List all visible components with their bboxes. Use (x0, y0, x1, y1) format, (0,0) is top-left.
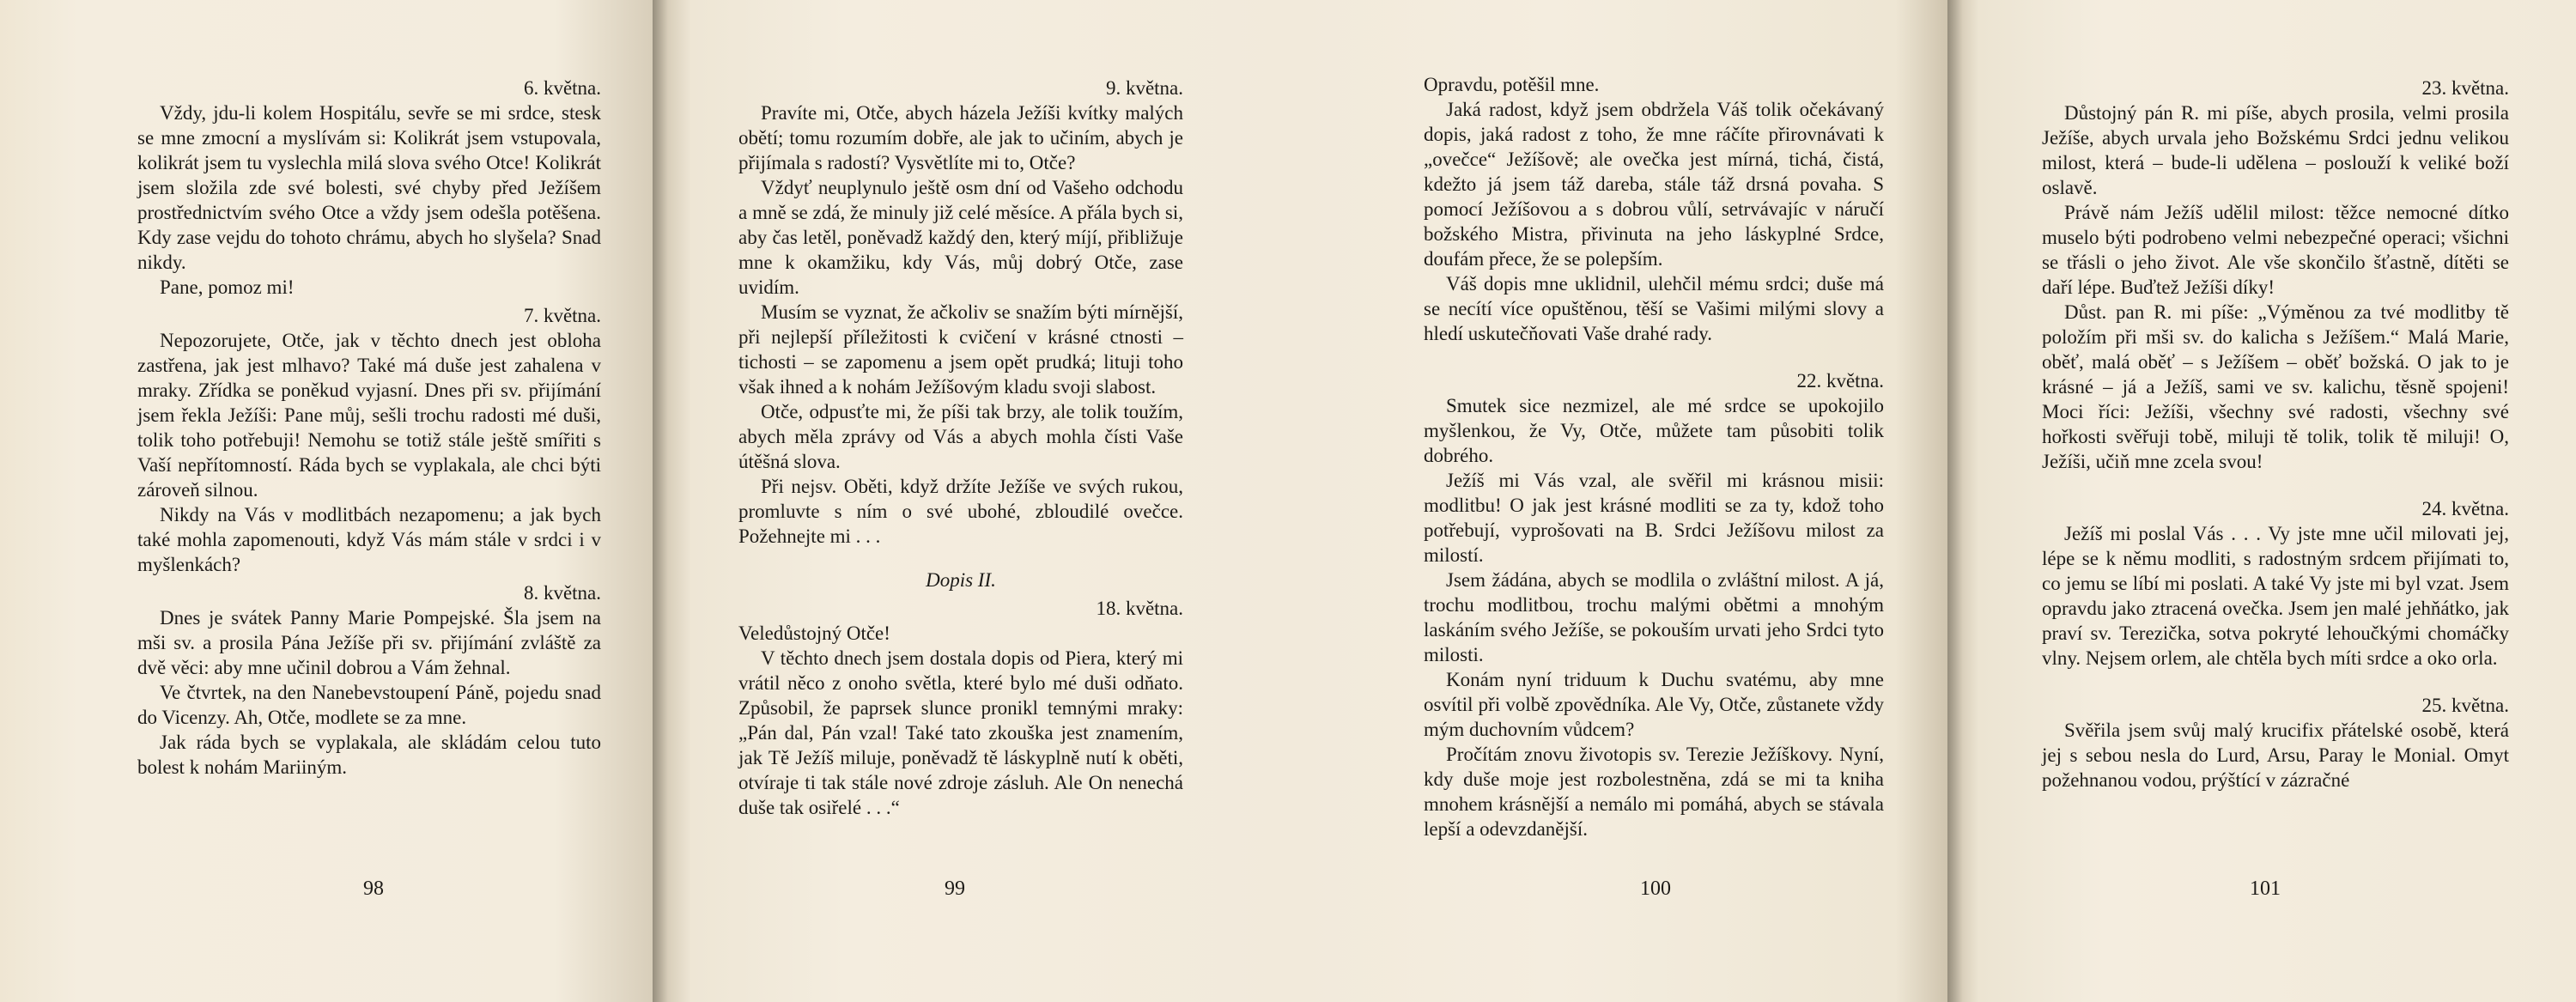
letter-heading: Dopis II. (926, 569, 996, 591)
paragraph: Jsem žádána, abych se modlila o zvláštní milost. A já, trochu modlitbou, trochu malými obětmi a mnohým laskáním svého Ježíše, se pokouším urvati jeho Srdci tyto milosti. (1424, 569, 1884, 665)
paragraph: Váš dopis mne uklidnil, ulehčil mému srdci; duše má se necítí více opuštěnou, těší se Vašimi milými slovy a hledí uskutečňovati Vaše drahé rady. (1424, 273, 1884, 344)
entry-date: 23. května. (2421, 77, 2509, 99)
page-number: 100 (1640, 878, 1671, 900)
page-text (2042, 72, 2509, 792)
paragraph: Opravdu, potěšil mne. (1424, 74, 1600, 95)
entry-date: 22. května. (1796, 370, 1884, 392)
entry-date: 6. května. (523, 77, 601, 99)
page-number: 98 (363, 878, 384, 900)
page-100 (1295, 0, 1947, 1002)
paragraph: Dnes je svátek Panny Marie Pompejské. Šla jsem na mši sv. a prosila Pána Ježíše při sv. přijímání zvláště za dvě věci: aby mne učinil dobrou a Vám žehnal. (137, 607, 601, 678)
entry-date: 25. května. (2421, 695, 2509, 716)
paragraph: Pročítám znovu životopis sv. Terezie Ježíškovy. Nyní, kdy duše moje jest rozbolestněna, zdá se mi ta kniha mnohem krásnější a nemálo mi pomáhá, abych se stávala lepší a odevzdanější. (1424, 744, 1884, 840)
paragraph: Pravíte mi, Otče, abych házela Ježíši kvítky malých obětí; tomu rozumím dobře, ale jak to učiním, abych je přijímala s radostí? Vysvětlíte mi to, Otče? (738, 102, 1183, 173)
paragraph: Jak ráda bych se vyplakala, ale skládám celou tuto bolest k nohám Mariiným. (137, 732, 601, 778)
paragraph: Vždyť neuplynulo ještě osm dní od Vašeho odchodu a mně se zdá, že minuly již celé měsíce. A přála bych si, aby čas letěl, poněvadž každý den, který míjí, přibližuje mne k okamžiku, kdy Vás, můj dobrý Otče, zase uvidím. (738, 177, 1183, 298)
paragraph: Ježíš mi poslal Vás . . . Vy jste mne učil milovati jej, lépe se k němu modliti, s radostným srdcem přijímati to, co jemu se líbí mi poslati. A také Vy jste mi byl vzat. Jsem opravdu jako ztracená ovečka. Jsem jen malé jehňátko, jak praví sv. Terezička, sotva pokryté lehoučkými chomáčky vlny. Nejsem orlem, ale chtěla bych míti srdce a oko orla. (2042, 523, 2509, 669)
page-99 (653, 0, 1295, 1002)
paragraph: Svěřila jsem svůj malý krucifix přátelské osobě, která jej s sebou nesla do Lurd, Arsu, Paray le Monial. Omyt požehnanou vodou, prýštící v zázračné (2042, 720, 2509, 791)
paragraph: Jaká radost, když jsem obdržela Váš tolik očekávaný dopis, jaká radost z toho, že mne ráčíte přirovnávati k „ovečce“ Ježíšově; ale ovečka jest mírná, tichá, čistá, kdežto já jsem táž dareba, stále táž drsná povaha. S pomocí Ježíšovou a s dobrou vůlí, setrvávajíc v náručí božského Mistra, přivinuta na jeho láskyplné Srdce, doufám přece, že se polepším. (1424, 99, 1884, 270)
paragraph: V těchto dnech jsem dostala dopis od Piera, který mi vrátil něco z onoho světla, které bylo mé duši odňato. Způsobil, že paprsek slunce pronikl temnými mraky: „Pán dal, Pán vzal! Také tato zkouška jest znamením, jak Tě Ježíš miluje, poněvadž tě láskyplně nutí k oběti, otvíraje ti tak stále nové zdroje zásluh. Ale On nenechá duše tak osiřelé . . .“ (738, 647, 1183, 818)
paragraph: Ve čtvrtek, na den Nanebevstoupení Páně, pojedu snad do Vicenzy. Ah, Otče, modlete se za mne. (137, 682, 601, 728)
paragraph: Smutek sice nezmizel, ale mé srdce se upokojilo myšlenkou, že Vy, Otče, můžete tam působiti tolik dobrého. (1424, 395, 1884, 466)
entry-date: 7. května. (523, 305, 601, 326)
page-number: 101 (2250, 878, 2281, 900)
paragraph: Důst. pan R. mi píše: „Výměnou za tvé modlitby tě položím při mši sv. do kalicha s Ježíšem.“ Malá Marie, oběť, malá oběť – s Ježíšem – oběť božská. O jak to je krásné – já a Ježíš, sami ve sv. kalichu, těsně spojeni! Moci říci: Ježíši, všechny své radosti, všechny své hořkosti svěřuji tobě, miluji tě tolik, tolik tě miluji! O, Ježíši, učiň mne zcela svou! (2042, 301, 2509, 472)
gutter-shadow (1947, 0, 1963, 1002)
paragraph: Pane, pomoz mi! (160, 276, 295, 298)
page-101 (1947, 0, 2576, 1002)
page-text (738, 72, 1183, 820)
paragraph: Konám nyní triduum k Duchu svatému, aby mne osvítil při volbě zpovědníka. Ale Vy, Otče, zůstanete vždy mým duchovním vůdcem? (1424, 669, 1884, 740)
entry-date: 9. května. (1105, 77, 1183, 99)
paragraph: Nepozorujete, Otče, jak v těchto dnech jest obloha zastřena, jak jest mlhavo? Také má duše jest zahalena v mraky. Zřídka se poněkud vyjasní. Dnes při sv. přijímání jsem řekla Ježíši: Pane můj, sešli trochu radosti mé duši, tolik toho potřebuji! Nemohu se totiž stále ještě smířiti s Vaší nepřítomností. Ráda bych se vyplakala, ale chci býti zároveň silnou. (137, 330, 601, 501)
gutter-shadow (653, 0, 668, 1002)
paragraph: Otče, odpusťte mi, že píši tak brzy, ale tolik toužím, abych měla zprávy od Vás a abych mohla čísti Vaše útěšná slova. (738, 401, 1183, 472)
entry-date: 8. května. (523, 582, 601, 604)
entry-date: 18. května. (1096, 598, 1183, 619)
paragraph: Veledůstojný Otče! (738, 622, 890, 644)
page-number: 99 (945, 878, 965, 900)
paragraph: Při nejsv. Oběti, když držíte Ježíše ve svých rukou, promluvte s ním o své ubohé, zbloudilé ovečce. Požehnejte mi . . . (738, 476, 1183, 547)
paragraph: Důstojný pán R. mi píše, abych prosila, velmi prosila Ježíše, abych urvala jeho Božskému Srdci jednu velikou milost, která – bude-li udělena – poslouží k veliké boží oslavě. (2042, 102, 2509, 198)
paragraph: Ježíš mi Vás vzal, ale svěřil mi krásnou misii: modlitbu! O jak jest krásné modliti se za ty, kdož toho potřebují, vyprošovati na B. Srdci Ježíšovu milost za milostí. (1424, 470, 1884, 566)
page-text (137, 72, 601, 780)
paragraph: Musím se vyznat, že ačkoliv se snažím býti mírnější, při nejlepší příležitosti k cvičení v krásné ctnosti – tichosti – se zapomenu a jsem opět prudká; lituji toho však ihned a k nohám Ježíšovým kladu svoji slabost. (738, 301, 1183, 398)
paragraph: Právě nám Ježíš udělil milost: těžce nemocné dítko muselo býti podrobeno velmi nebezpečné operaci; všichni se třásli o jeho život. Ale vše skončilo šťastně, dítěti se daří lépe. Buďtež Ježíši díky! (2042, 202, 2509, 298)
page-text (1424, 72, 1884, 841)
paragraph: Vždy, jdu-li kolem Hospitálu, sevře se mi srdce, stesk se mne zmocní a myslívám si: Kolikrát jsem vstupovala, kolikrát jsem tu vyslechla milá slova svého Otce! Kolikrát jsem složila zde své bolesti, své chyby před Ježíšem prostřednictvím svého Otce a vždy jsem odešla potěšena. Kdy zase vejdu do tohoto chrámu, abych ho slyšela? Snad nikdy. (137, 102, 601, 273)
paragraph: Nikdy na Vás v modlitbách nezapomenu; a jak bych také mohla zapomenouti, když Vás mám stále v srdci i v myšlenkách? (137, 504, 601, 575)
entry-date: 24. května. (2421, 498, 2509, 519)
page-98 (0, 0, 653, 1002)
